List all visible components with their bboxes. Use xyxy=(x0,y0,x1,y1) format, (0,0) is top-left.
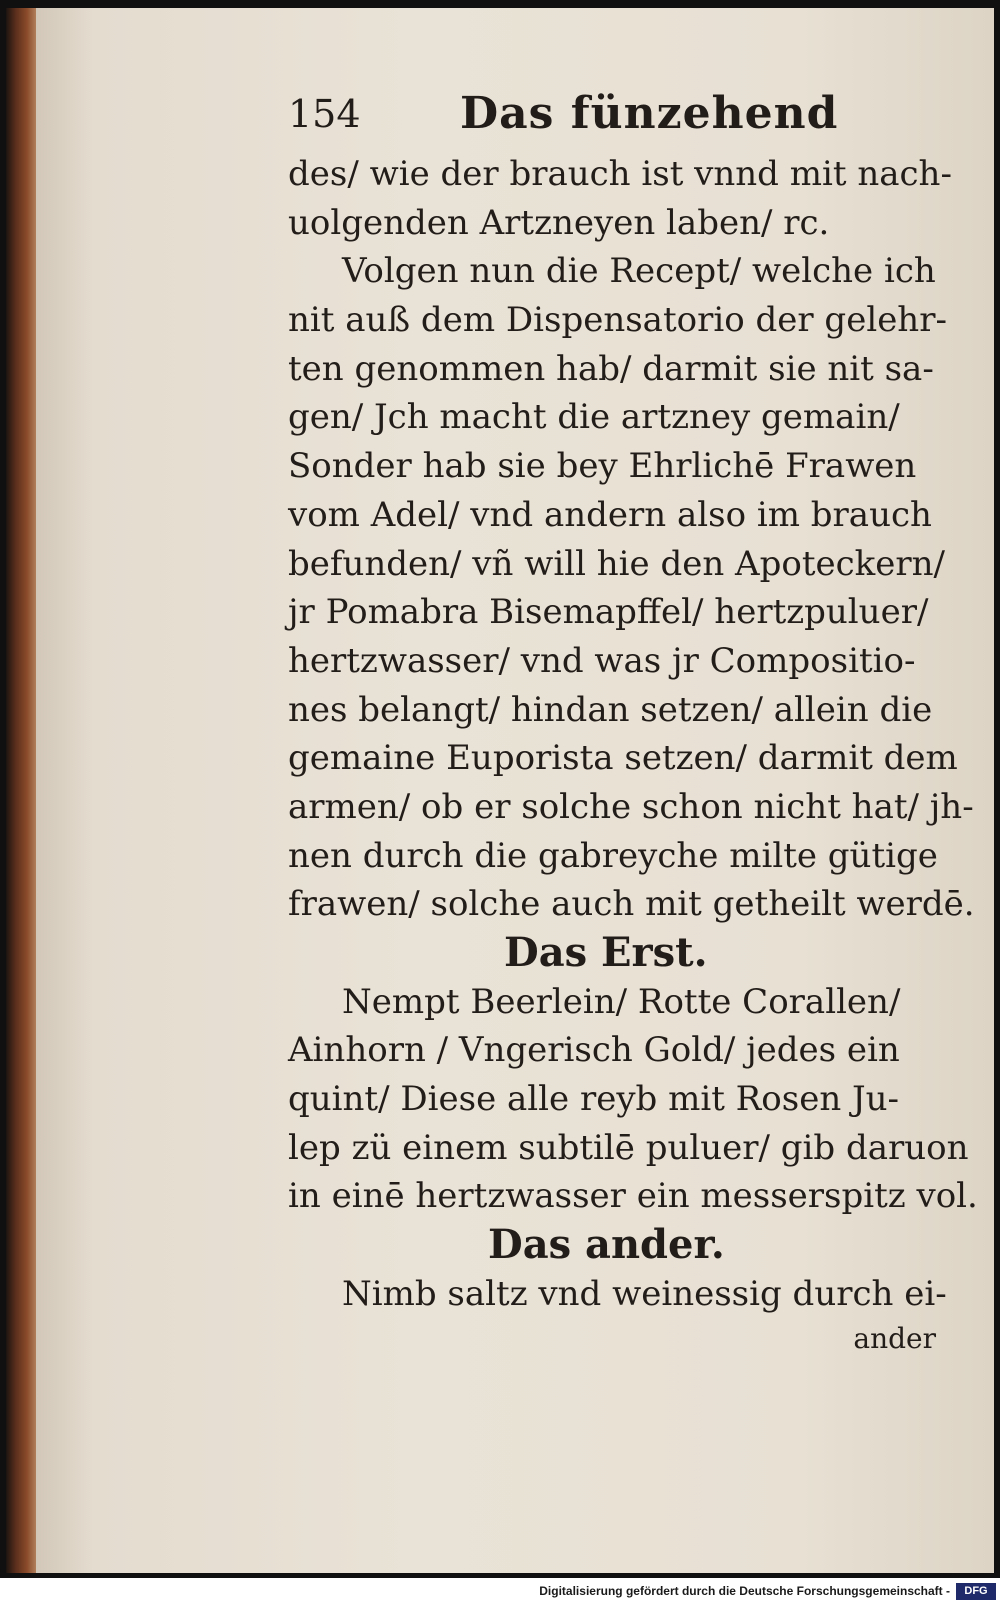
dfg-logo: DFG xyxy=(956,1583,996,1600)
text-line: Sonder hab sie bey Ehrlichē Frawen xyxy=(288,446,917,487)
footer-bar xyxy=(0,1582,1000,1606)
text-line: gen/ Jch macht die artzney gemain/ xyxy=(288,397,900,438)
page-header xyxy=(288,88,948,150)
text-line: armen/ ob er solche schon nicht hat/ jh- xyxy=(288,786,974,827)
recipe-line: Ainhorn / Vngerisch Gold/ jedes ein xyxy=(288,1030,900,1071)
text-line: nen durch die gabreyche milte gütige xyxy=(288,835,938,876)
section-heading: Das ander. xyxy=(488,1221,725,1269)
recipe-line: Nimb saltz vnd weinessig durch ei- xyxy=(342,1273,947,1314)
recipe-line: Nempt Beerlein/ Rotte Corallen/ xyxy=(342,981,901,1022)
running-title: Das fünzehend xyxy=(460,88,839,139)
text-line: frawen/ solche auch mit getheilt werdē. xyxy=(288,884,975,925)
catchword: ander xyxy=(853,1321,936,1355)
text-line: nit auß dem Dispensatorio der gelehr- xyxy=(288,300,947,341)
section-heading: Das Erst. xyxy=(504,929,708,976)
text-line: vom Adel/ vnd andern also im brauch xyxy=(288,494,932,535)
recipe-line: lep zü einem subtilē puluer/ gib daruon xyxy=(288,1127,969,1168)
text-line: uolgenden Artzneyen laben/ rc. xyxy=(288,202,830,243)
text-line: gemaine Euporista setzen/ darmit dem xyxy=(288,738,958,779)
text-line: ten genommen hab/ darmit sie nit sa- xyxy=(288,348,934,389)
book-spine-edge xyxy=(6,8,38,1573)
text-line: befunden/ vñ will hie den Apoteckern/ xyxy=(288,543,945,584)
page-text-block xyxy=(288,88,978,1359)
text-line: jr Pomabra Bisemapffel/ hertzpuluer/ xyxy=(288,592,929,633)
text-line: hertzwasser/ vnd was jr Compositio- xyxy=(288,640,916,681)
text-line: nes belangt/ hindan setzen/ allein die xyxy=(288,689,933,730)
funding-credit: Digitalisierung gefördert durch die Deutsche Forschungsgemeinschaft - xyxy=(539,1584,950,1598)
recipe-line: in einē hertzwasser ein messerspitz vol. xyxy=(288,1176,978,1217)
page-number: 154 xyxy=(288,92,361,136)
recipe-line: quint/ Diese alle reyb mit Rosen Ju- xyxy=(288,1079,900,1120)
text-line: des/ wie der brauch ist vnnd mit nach- xyxy=(288,154,952,194)
text-line: Volgen nun die Recept/ welche ich xyxy=(342,251,936,292)
